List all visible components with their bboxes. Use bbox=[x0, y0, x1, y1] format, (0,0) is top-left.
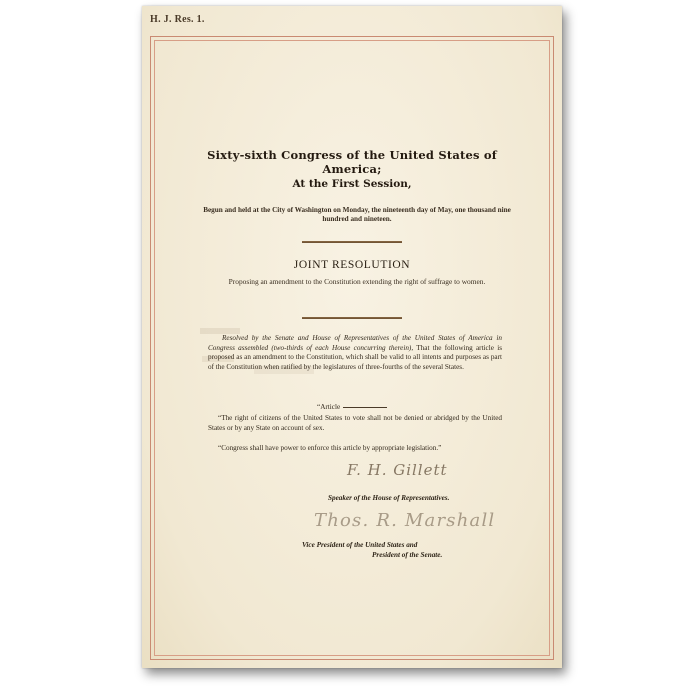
article-heading bbox=[317, 403, 387, 411]
amendment-section-1: “The right of citizens of the United States to vote shall not be denied or abridged by the United States or by any State on account of sex. bbox=[208, 414, 502, 432]
congress-heading: Sixty-sixth Congress of the United States of America; bbox=[207, 148, 497, 176]
divider-rule bbox=[302, 241, 402, 243]
document-reference: H. J. Res. 1. bbox=[150, 14, 205, 25]
article-line bbox=[343, 407, 387, 408]
resolving-clause-text: That the following article is proposed as an amendment to the Constitution, which shall be valid to all intents and purposes as part of the Constitution when ratified by the legislatures of three-fourths of the several States. bbox=[208, 343, 502, 371]
speaker-signature: F. H. Gillett bbox=[347, 461, 448, 479]
vice-president-title: Vice President of the United States and bbox=[302, 541, 418, 549]
divider-rule bbox=[302, 317, 402, 319]
article-label: “Article bbox=[317, 403, 341, 411]
session-heading: At the First Session, bbox=[292, 178, 412, 190]
document-page bbox=[142, 6, 562, 668]
speaker-title: Speaker of the House of Representatives. bbox=[328, 494, 450, 502]
resolving-clause-italic: Resolved by the Senate and House of Representatives of the United States of America in Congress assembled (two-thirds of each House concurring therein), bbox=[208, 334, 502, 352]
begun-text: Begun and held at the City of Washington on Monday, the nineteenth day of May, one thousand nine hundred and nineteen. bbox=[203, 206, 511, 223]
senate-president-title: President of the Senate. bbox=[372, 551, 443, 559]
amendment-section-2: “Congress shall have power to enforce this article by appropriate legislation.” bbox=[218, 444, 442, 452]
resolving-clause bbox=[208, 334, 502, 372]
vice-president-signature: Thos. R. Marshall bbox=[314, 510, 496, 531]
resolution-title: JOINT RESOLUTION bbox=[293, 259, 411, 271]
document-content bbox=[142, 6, 562, 668]
proposing-text: Proposing an amendment to the Constitution extending the right of suffrage to women. bbox=[228, 277, 486, 286]
